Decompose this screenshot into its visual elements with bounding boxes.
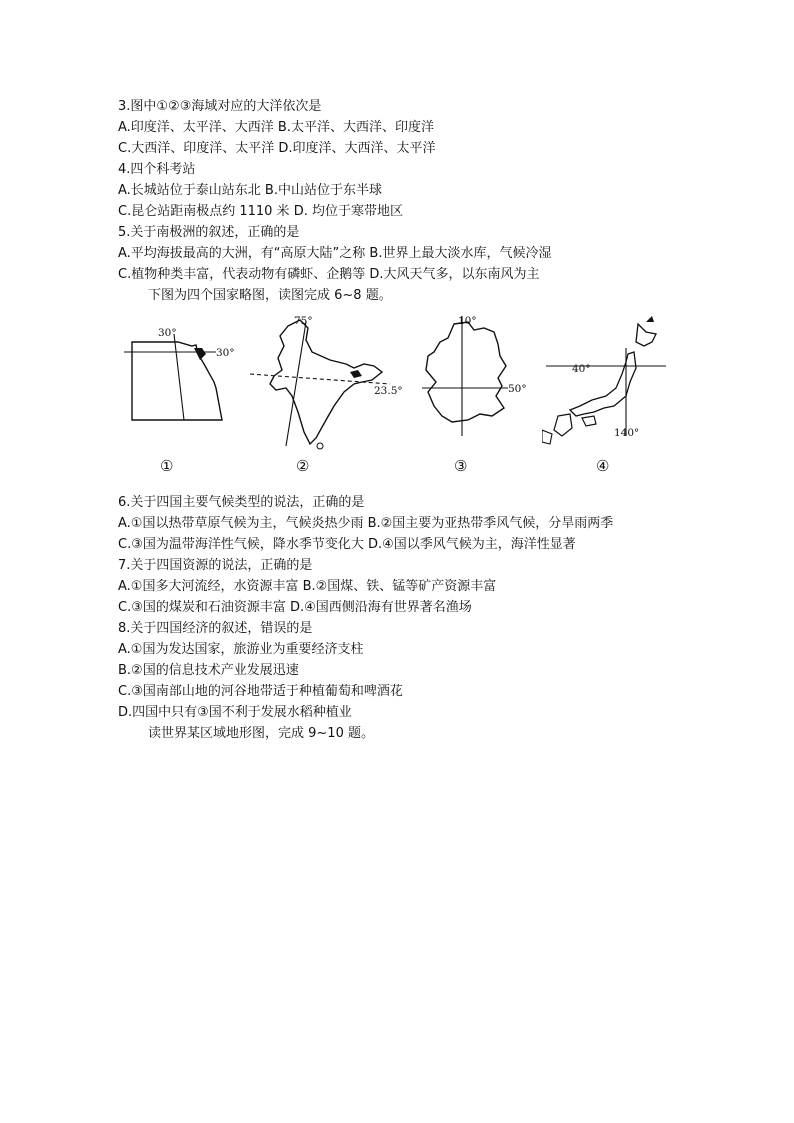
korea-coast — [542, 430, 552, 444]
egypt-outline — [132, 342, 222, 420]
germany-outline — [426, 322, 506, 422]
lon-label: 140° — [614, 427, 640, 439]
map-egypt — [124, 312, 244, 432]
q8-option-b: B.②国的信息技术产业发展迅速 — [118, 663, 299, 678]
q3-options-cd: C.大西洋、印度洋、太平洋 D.印度洋、大西洋、太平洋 — [118, 141, 436, 156]
q7-stem: 7.关于四国资源的说法，正确的是 — [118, 558, 313, 573]
island-shape — [646, 316, 654, 322]
lat-label: 30° — [216, 347, 235, 359]
q4-options-ab: A.长城站位于泰山站东北 B.中山站位于东半球 — [118, 183, 382, 198]
q4-options-cd: C.昆仑站距南极点约 1110 米 D. 均位于寒带地区 — [118, 204, 403, 219]
q3-options-ab: A.印度洋、太平洋、大西洋 B.太平洋、大西洋、印度洋 — [118, 120, 434, 135]
lon-label: 75° — [294, 315, 313, 327]
map-label-4: ④ — [596, 457, 610, 475]
meridian-line — [174, 334, 184, 420]
q6-options-ab: A.①国以热带草原气候为主，气候炎热少雨 B.②国主要为亚热带季风气候，分旱雨两季 — [118, 516, 614, 531]
intro-6-8: 下图为四个国家略图，读图完成 6~8 题。 — [148, 288, 392, 303]
q8-option-a: A.①国为发达国家，旅游业为重要经济支柱 — [118, 642, 364, 657]
lat-label: 50° — [508, 383, 527, 395]
map-label-1: ① — [160, 457, 174, 475]
shikoku-outline — [582, 416, 596, 426]
lon-label: 30° — [158, 327, 177, 339]
q8-option-c: C.③国南部山地的河谷地带适于种植葡萄和啤酒花 — [118, 684, 403, 699]
map-india — [250, 312, 410, 452]
map-label-3: ③ — [454, 457, 468, 475]
lat-label: 23.5° — [374, 385, 403, 397]
q8-stem: 8.关于四国经济的叙述，错误的是 — [118, 621, 313, 636]
map-germany — [414, 312, 534, 442]
q7-options-cd: C.③国的煤炭和石油资源丰富 D.④国西侧沿海有世界著名渔场 — [118, 600, 472, 615]
sri-lanka-shape — [317, 443, 323, 449]
lon-label: 10° — [458, 315, 477, 327]
q3-stem: 3.图中①②③海域对应的大洋依次是 — [118, 99, 322, 114]
q8-option-d: D.四国中只有③国不利于发展水稻种植业 — [118, 705, 352, 720]
bangladesh-shape — [350, 370, 362, 378]
map-japan — [542, 312, 666, 452]
q5-options-ab: A.平均海拔最高的大洲，有“高原大陆”之称 B.世界上最大淡水库，气候冷湿 — [118, 246, 552, 261]
q4-stem: 4.四个科考站 — [118, 162, 196, 177]
hokkaido-outline — [636, 324, 656, 346]
q5-options-cd: C.植物种类丰富，代表动物有磷虾、企鹅等 D.大风天气多，以东南风为主 — [118, 267, 540, 282]
sinai-shape — [194, 348, 206, 360]
intro-9-10: 读世界某区域地形图，完成 9~10 题。 — [148, 726, 374, 741]
kyushu-outline — [554, 414, 572, 436]
q7-options-ab: A.①国多大河流经，水资源丰富 B.②国煤、铁、锰等矿产资源丰富 — [118, 579, 497, 594]
q6-options-cd: C.③国为温带海洋性气候，降水季节变化大 D.④国以季风气候为主，海洋性显著 — [118, 537, 576, 552]
map-label-2: ② — [296, 457, 310, 475]
q6-stem: 6.关于四国主要气候类型的说法，正确的是 — [118, 495, 365, 510]
lat-label: 40° — [572, 363, 591, 375]
q5-stem: 5.关于南极洲的叙述，正确的是 — [118, 225, 300, 240]
